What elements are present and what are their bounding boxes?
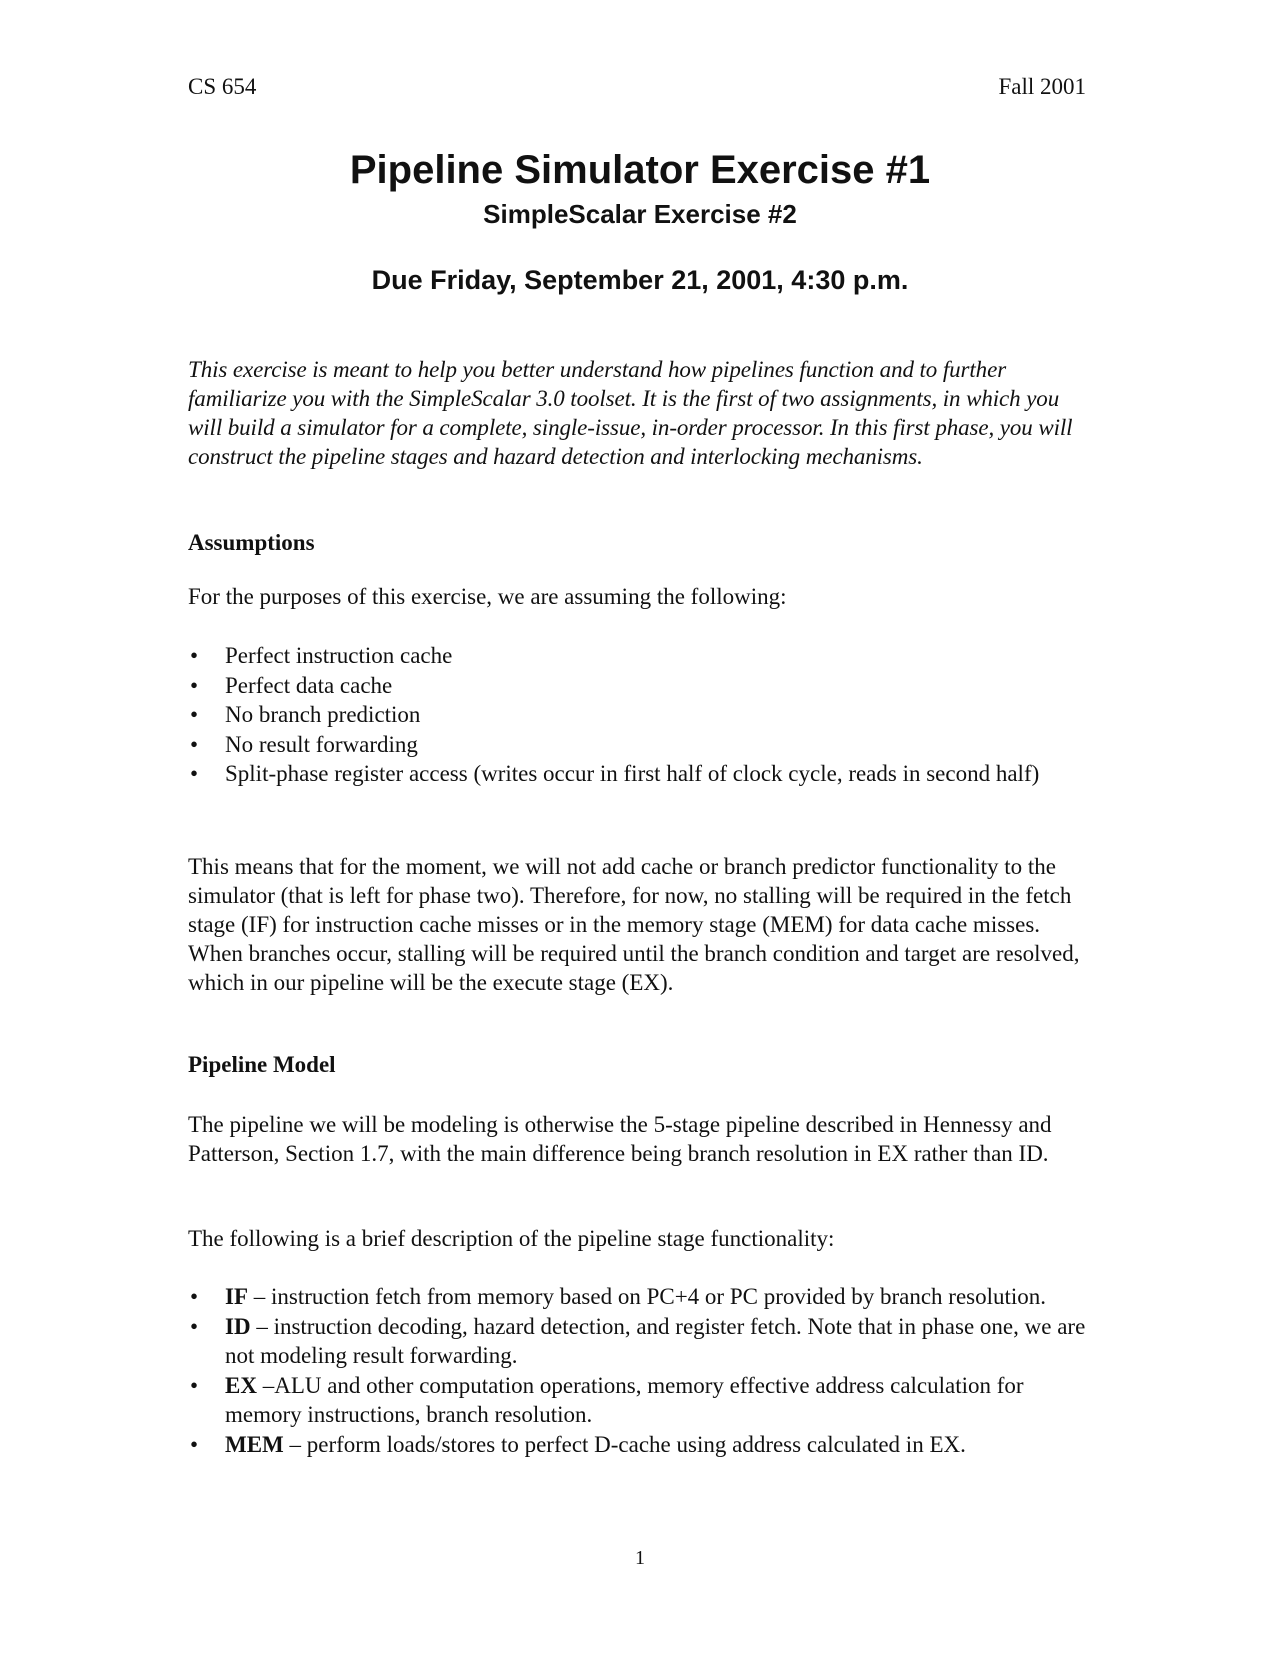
page-subtitle: SimpleScalar Exercise #2 (483, 199, 797, 229)
term-label: Fall 2001 (998, 74, 1086, 99)
list-item (188, 1371, 1093, 1430)
due-date: Due Friday, September 21, 2001, 4:30 p.m. (371, 265, 909, 295)
assumptions-heading: Assumptions (188, 530, 315, 555)
bullet-icon: • (190, 1313, 199, 1339)
bullet-icon: • (190, 1284, 199, 1309)
bullet-icon: • (190, 702, 199, 727)
pipeline-stages-list (188, 1282, 1093, 1459)
list-item (188, 671, 1093, 701)
stage-description: – perform loads/stores to perfect D-cache using address calculated in EX. (283, 1431, 966, 1457)
list-item (188, 641, 1093, 671)
stage-name: IF (225, 1284, 248, 1309)
stage-description: – instruction fetch from memory based on PC+4 or PC provided by branch resolution. (248, 1284, 1047, 1309)
list-item (188, 1430, 1093, 1460)
list-item-text: No branch prediction (225, 702, 421, 727)
list-item (188, 1312, 1093, 1371)
bullet-icon: • (190, 672, 199, 698)
bullet-icon: • (190, 731, 199, 757)
list-item (188, 1282, 1093, 1312)
pipeline-stages-lead: The following is a brief description of the pipeline stage functionality: (188, 1226, 835, 1251)
list-item-text: Perfect data cache (225, 672, 393, 698)
bullet-icon: • (190, 761, 199, 786)
stage-description: – instruction decoding, hazard detection, and register fetch. Note that in phase one, we are not modeling result forwarding. (225, 1313, 1086, 1368)
list-item (188, 759, 1093, 789)
bullet-icon: • (190, 1431, 199, 1457)
stage-name: MEM (225, 1431, 284, 1457)
intro-paragraph: This exercise is meant to help you better understand how pipelines function and to further familiarize you with the SimpleScalar 3.0 toolset. It is the first of two assignments, in which you will build a simulator for a complete, single-issue, in-order processor. In this first phase, you will construct the pipeline stages and hazard detection and interlocking mechanisms. (188, 357, 1073, 469)
stage-description: –ALU and other computation operations, memory effective address calculation for memory instructions, branch resolution. (225, 1372, 1024, 1427)
pipeline-model-paragraph: The pipeline we will be modeling is otherwise the 5-stage pipeline described in Hennessy and Patterson, Section 1.7, with the main difference being branch resolution in EX rather than ID. (188, 1112, 1052, 1166)
assumptions-list (188, 641, 1093, 789)
list-item (188, 700, 1093, 730)
list-item-text: Perfect instruction cache (225, 643, 453, 668)
list-item-text: Split-phase register access (writes occur in first half of clock cycle, reads in second half) (225, 761, 1040, 786)
stage-name: ID (225, 1313, 251, 1339)
course-label: CS 654 (188, 74, 257, 99)
page-title: Pipeline Simulator Exercise #1 (349, 148, 931, 192)
page-number: 1 (635, 1547, 645, 1569)
pipeline-model-heading: Pipeline Model (188, 1052, 336, 1077)
bullet-icon: • (190, 1372, 199, 1398)
assumptions-followup: This means that for the moment, we will not add cache or branch predictor functionality to the simulator (that is left for phase two). Therefore, for now, no stalling will be required in the fetch stage (IF) for instruction cache misses or in the memory stage (MEM) for data cache misses. When branches occur, stalling will be required until the branch condition and target are resolved, which in our pipeline will be the execute stage (EX). (188, 854, 1080, 995)
bullet-icon: • (190, 643, 199, 668)
list-item (188, 730, 1093, 760)
list-item-text: No result forwarding (225, 731, 418, 757)
assumptions-lead: For the purposes of this exercise, we are assuming the following: (188, 584, 787, 609)
stage-name: EX (225, 1372, 257, 1398)
